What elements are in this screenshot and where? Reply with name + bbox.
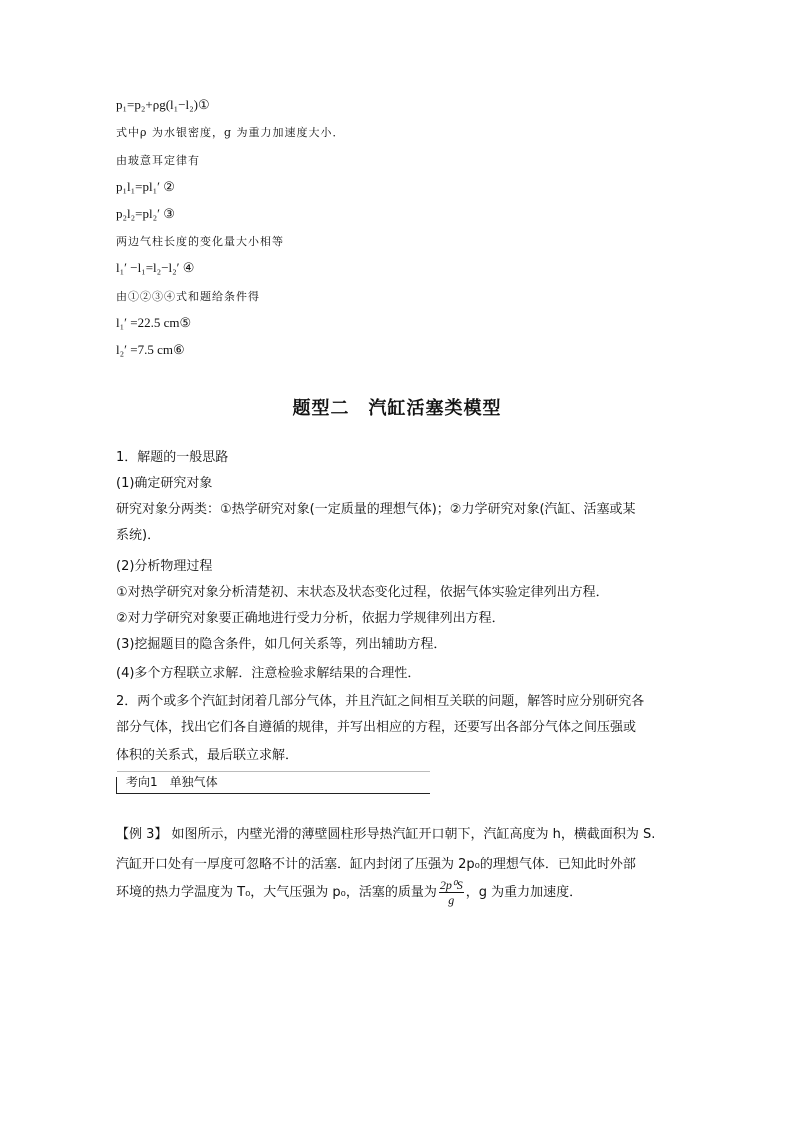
note-combine: 由①②③④式和题给条件得 [116,290,260,303]
note-column-change: 两边气柱长度的变化量大小相等 [116,235,284,248]
equation-5: l₁′ =22.5 cm⑤ [116,315,192,330]
section-line: 系统)． [116,528,161,543]
subheading-bottom-rule [116,793,430,794]
section-line: 1．解题的一般思路 [116,450,229,465]
section-line: 体积的关系式，最后联立求解． [116,748,299,763]
equation-1: p₁=p₂+ρg(l₁−l₂)① [116,97,210,112]
equation-6: l₂′ =7.5 cm⑥ [116,342,185,357]
equation-3: p₂l₂=pl₂′ ③ [116,206,175,221]
section-line: 研究对象分两类：①热学研究对象(一定质量的理想气体)；②力学研究对象(汽缸、活塞或某 [116,502,636,517]
subheading-box [116,771,430,794]
example-line-2: 汽缸开口处有一厚度可忽略不计的活塞．缸内封闭了压强为 2p₀的理想气体．已知此时外部 [116,857,636,872]
note-boyle-law: 由玻意耳定律有 [116,154,200,167]
section-line: (2)分析物理过程 [116,559,213,574]
section-line: 部分气体，找出它们各自遵循的规律，并写出相应的方程，还要写出各部分气体之间压强或 [116,720,637,735]
section-line: 2．两个或多个汽缸封闭着几部分气体，并且汽缸之间相互关联的问题，解答时应分别研究各 [116,694,645,709]
example-line-3-start: 环境的热力学温度为 T₀，大气压强为 p₀，活塞的质量为 [116,885,437,900]
section-line: (1)确定研究对象 [116,476,213,491]
subheading-left-rule [116,777,117,794]
example-line-3-end: ，g 为重力加速度． [465,885,583,900]
example-line-3 [116,878,582,907]
equation-4: l₁′ −l₁=l₂−l₂′ ④ [116,260,195,275]
equation-2: p₁l₁=pl₁′ ② [116,179,175,194]
section-line: (3)挖掘题目的隐含条件，如几何关系等，列出辅助方程． [116,637,447,652]
subheading-top-rule [117,771,430,772]
section-line: (4)多个方程联立求解．注意检验求解结果的合理性． [116,666,421,681]
section-title: 题型二 汽缸活塞类模型 [292,398,502,419]
fraction-numerator: 2p⁰S [439,878,463,892]
section-line: ①对热学研究对象分析清楚初、末状态及状态变化过程，依据气体实验定律列出方程． [116,585,609,600]
mass-fraction [439,878,464,907]
section-line: ②对力学研究对象要正确地进行受力分析，依据力学规律列出方程． [116,611,505,626]
note-density: 式中ρ 为水银密度，g 为重力加速度大小． [116,126,345,139]
subheading-label: 考向1 单独气体 [126,775,218,789]
fraction-denominator: g [448,893,455,907]
example-line-1: 【例 3】 如图所示，内壁光滑的薄壁圆柱形导热汽缸开口朝下，汽缸高度为 h，横截面积为 S. [116,827,656,842]
